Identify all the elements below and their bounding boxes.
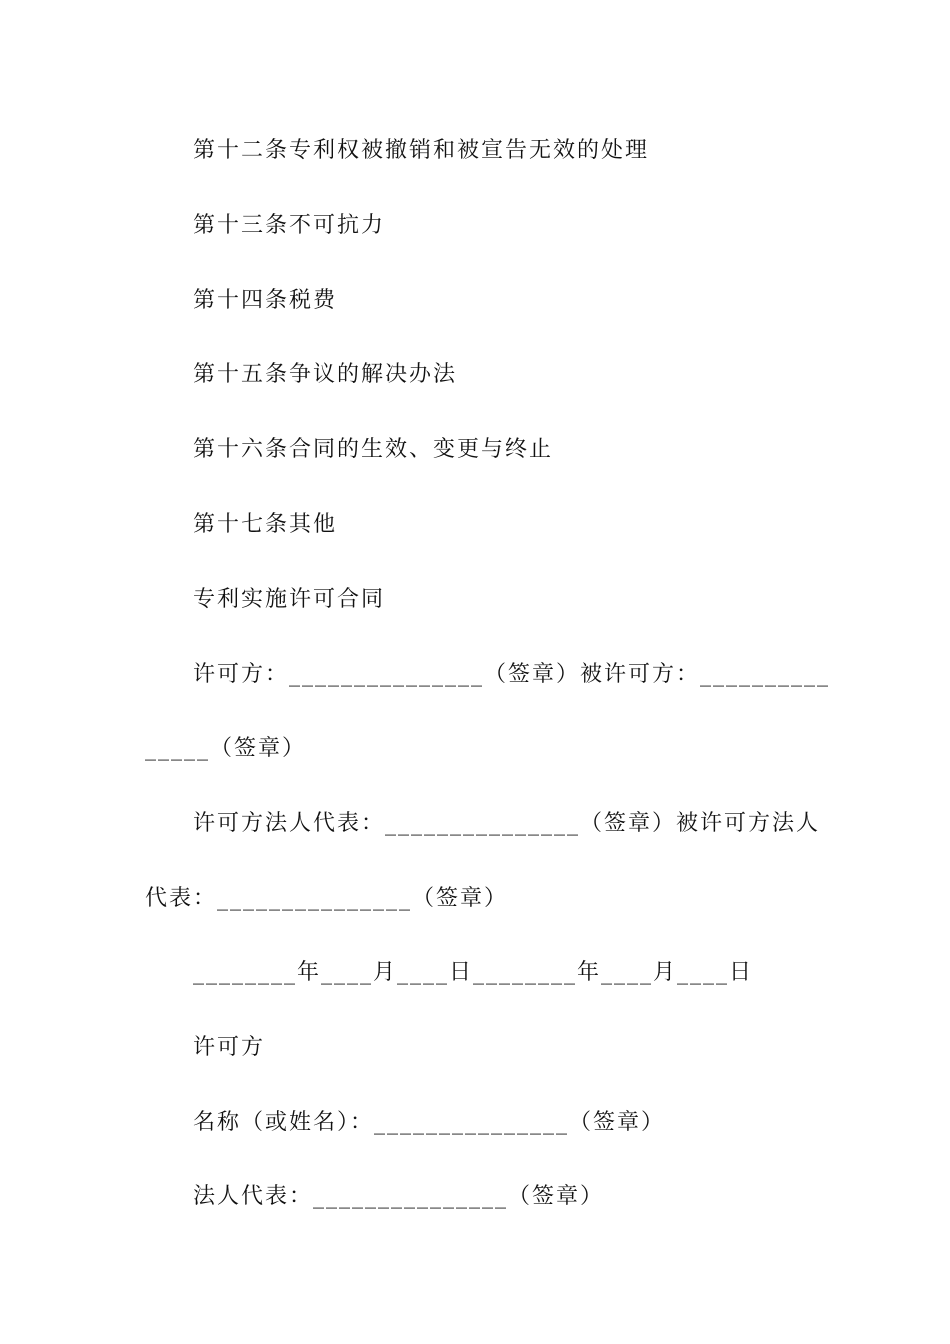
legal-rep-signature-line: 法人代表：_______________（签章）	[193, 1184, 605, 1209]
licensee-signature-continued: _____（签章）	[145, 736, 307, 761]
licensor-signature-line: 许可方：_______________（签章）被许可方：__________	[193, 662, 831, 687]
legal-representative-continued: 代表：_______________（签章）	[145, 886, 509, 911]
name-signature-line: 名称（或姓名）：_______________（签章）	[193, 1110, 666, 1135]
article-17-heading: 第十七条其他	[193, 512, 338, 537]
article-16-heading: 第十六条合同的生效、变更与终止	[193, 437, 554, 462]
contract-title: 专利实施许可合同	[193, 587, 386, 612]
article-15-heading: 第十五条争议的解决办法	[193, 362, 458, 387]
article-14-heading: 第十四条税费	[193, 288, 338, 313]
article-12-heading: 第十二条专利权被撤销和被宣告无效的处理	[193, 138, 650, 163]
date-line: ________年____月____日________年____月____日	[193, 960, 754, 985]
licensor-section-label: 许可方	[193, 1035, 266, 1060]
legal-representative-line: 许可方法人代表：_______________（签章）被许可方法人	[193, 811, 821, 836]
article-13-heading: 第十三条不可抗力	[193, 213, 386, 238]
